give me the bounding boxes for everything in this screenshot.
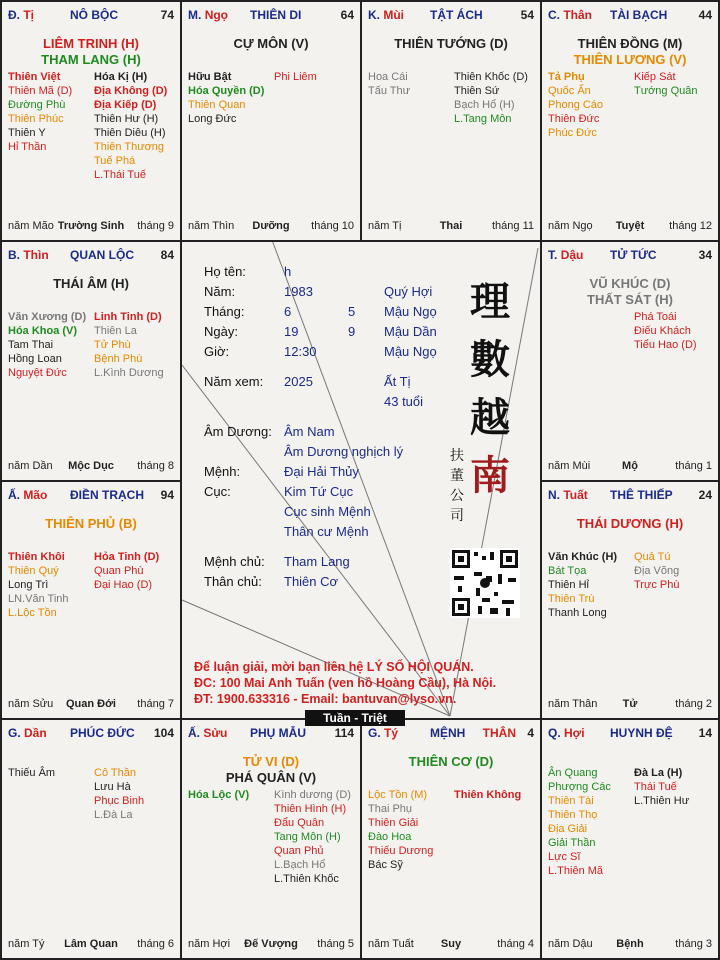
nam-xem-label: Năm xem:: [204, 374, 264, 389]
palace-footer: [548, 698, 712, 712]
major-star: THÁI ÂM (H): [53, 276, 129, 291]
minor-star: Hữu Bật: [188, 71, 232, 83]
minor-star: Thiên Đức: [548, 113, 600, 125]
month-label: tháng 3: [675, 938, 712, 950]
palace-number: 44: [698, 8, 712, 22]
minor-star: Thiên Thương: [94, 141, 165, 153]
palace-number: 104: [153, 726, 174, 740]
thang-am: 5: [348, 304, 356, 319]
major-star: THIÊN CƠ (D): [408, 754, 494, 769]
tuan-triet-badge: Tuần - Triệt: [305, 710, 405, 726]
ho-ten-value: h: [284, 264, 292, 279]
am-duong-value: Âm Nam: [284, 424, 335, 439]
ngay-can-chi: Mậu Dần: [384, 324, 437, 339]
palace-ngo[interactable]: [180, 0, 362, 242]
minor-star: Bạch Hổ (H): [454, 99, 515, 111]
seal-char-2: 董: [450, 468, 464, 484]
minor-stars-right: [634, 70, 698, 98]
minor-stars-right: [454, 788, 521, 802]
minor-stars-left: [548, 550, 617, 620]
month-label: tháng 1: [675, 460, 712, 472]
palace-name: PHỤ MẪU: [250, 726, 306, 740]
minor-star: Hoa Cái: [368, 71, 408, 83]
nam-can-chi: Quý Hợi: [384, 284, 433, 299]
menh-chu-value: Tham Lang: [284, 554, 350, 569]
palace-number: 4: [527, 726, 534, 740]
minor-star: Quan Phủ: [274, 845, 324, 857]
palace-ty[interactable]: [360, 718, 542, 960]
seal-char-3: 公: [450, 488, 464, 504]
palace-header: [188, 726, 354, 742]
minor-star: Thiên Khôi: [8, 551, 65, 563]
palace-footer: [8, 938, 174, 952]
palace-number: 54: [520, 8, 534, 22]
minor-star: Tam Thai: [8, 339, 54, 351]
minor-star: L.Đà La: [94, 809, 133, 821]
major-star: THIÊN TƯỚNG (D): [394, 36, 508, 51]
palace-stem: Đ. Tị: [8, 8, 35, 22]
menh-chu-label: Mệnh chủ:: [204, 554, 265, 569]
palace-header: [548, 488, 712, 504]
minor-star: Đường Phù: [8, 99, 66, 111]
palace-name: QUAN LỘC: [70, 248, 134, 262]
palace-number: 114: [334, 726, 354, 740]
minor-star: Tướng Quân: [634, 85, 698, 97]
palace-header: [188, 8, 354, 24]
minor-star: Hồng Loan: [8, 353, 62, 365]
minor-star: Quốc Ấn: [548, 85, 591, 97]
palace-footer: [188, 938, 354, 952]
month-label: tháng 2: [675, 698, 712, 710]
minor-star: Thiên Quý: [8, 565, 59, 577]
minor-star: Thiên Y: [8, 127, 46, 139]
life-stage: Thai: [439, 220, 463, 232]
minor-star: Tuế Phá: [94, 155, 136, 167]
minor-star: L.Thiên Hư: [634, 795, 690, 807]
month-label: tháng 7: [137, 698, 174, 710]
year-label: năm Tuất: [368, 938, 414, 950]
minor-star: Thiên Khốc (D): [454, 71, 528, 83]
palace-mao[interactable]: [0, 480, 182, 720]
palace-stem: Ấ. Mão: [8, 488, 48, 502]
life-stage: Bệnh: [616, 938, 644, 950]
palace-footer: [368, 938, 534, 952]
palace-name: TỬ TỨC: [610, 248, 657, 262]
palace-number: 64: [340, 8, 354, 22]
minor-star: Hỉ Thần: [8, 141, 47, 153]
minor-star: Tả Phụ: [548, 71, 585, 83]
palace-header: [548, 8, 712, 24]
minor-star: Thiên La: [94, 325, 137, 337]
ngay-am: 9: [348, 324, 356, 339]
minor-stars-right: [454, 70, 528, 126]
minor-star: Thiên Việt: [8, 71, 61, 83]
palace-name: HUYNH ĐỆ: [610, 726, 673, 740]
minor-star: Long Đức: [188, 113, 237, 125]
minor-star: Thiên Hư (H): [94, 113, 159, 125]
minor-star: Thiên Không: [454, 789, 522, 801]
minor-star: Hóa Lộc (V): [188, 789, 250, 801]
major-star: CỰ MÔN (V): [233, 36, 309, 51]
minor-star: L.Bạch Hổ: [274, 859, 326, 871]
minor-star: Địa Không (D): [94, 85, 168, 97]
minor-star: Bát Tọa: [548, 565, 587, 577]
life-stage: Dưỡng: [252, 220, 290, 232]
palace-stem: B. Thìn: [8, 248, 49, 262]
minor-star: Long Trì: [8, 579, 49, 591]
palace-header: [548, 248, 712, 264]
palace-number: 14: [698, 726, 712, 740]
minor-star: Đào Hoa: [368, 831, 412, 843]
minor-star: Ân Quang: [548, 767, 598, 779]
palace-header: [8, 8, 174, 24]
minor-star: Điếu Khách: [634, 325, 691, 337]
minor-star: Thiên Hỉ: [548, 579, 589, 591]
major-star: THAM LANG (H): [41, 52, 141, 67]
month-label: tháng 11: [491, 220, 534, 232]
palace-name: TẬT ÁCH: [430, 8, 483, 22]
month-label: tháng 12: [669, 220, 712, 232]
minor-star: Hóa Quyền (D): [188, 85, 265, 97]
cuc-label: Cục:: [204, 484, 231, 499]
palace-number: 24: [698, 488, 712, 502]
calligraphy-char-2: 數: [470, 336, 510, 383]
minor-stars-right: [634, 550, 679, 592]
minor-star: Văn Xương (D): [8, 311, 87, 323]
than-marker: THÂN: [482, 726, 516, 740]
palace-thin[interactable]: [0, 240, 182, 482]
minor-star: Đại Hao (D): [94, 579, 153, 591]
minor-star: Thiếu Dương: [368, 845, 434, 857]
month-label: tháng 5: [317, 938, 354, 950]
calligraphy-char-4: 南: [470, 452, 510, 499]
minor-star: Thiên Mã (D): [8, 85, 73, 97]
minor-stars-right: [274, 788, 351, 886]
palace-number: 34: [698, 248, 712, 262]
minor-stars-right: [274, 70, 317, 84]
palace-name: ĐIỀN TRẠCH: [70, 488, 144, 502]
minor-star: Hỏa Tinh (D): [94, 551, 160, 563]
minor-star: Lộc Tồn (M): [368, 789, 428, 801]
year-label: năm Thân: [548, 698, 598, 710]
palace-footer: [548, 460, 712, 474]
life-stage: Mộc Dục: [68, 460, 114, 472]
than-chu-label: Thân chủ:: [204, 574, 262, 589]
palace-number: 94: [160, 488, 174, 502]
thang-duong: 6: [284, 304, 292, 319]
minor-star: Thiên Quan: [188, 99, 246, 111]
year-label: năm Mùi: [548, 460, 591, 472]
minor-stars-left: [368, 788, 433, 872]
life-stage: Trường Sinh: [57, 220, 125, 232]
minor-star: Tử Phù: [94, 339, 131, 351]
minor-star: Bệnh Phù: [94, 353, 143, 365]
cuc-value: Kim Tứ Cục: [284, 484, 354, 499]
year-label: năm Dậu: [548, 938, 593, 950]
nam-xem-value: 2025: [284, 374, 313, 389]
minor-star: L.Thiên Mã: [548, 865, 604, 877]
palace-ti[interactable]: [0, 0, 182, 242]
minor-star: L.Thái Tuế: [94, 169, 146, 181]
palace-hoi[interactable]: [540, 718, 720, 960]
center-info-panel: [180, 240, 540, 718]
seal-char-4: 司: [450, 508, 464, 524]
life-stage: Lâm Quan: [64, 938, 118, 950]
month-label: tháng 6: [137, 938, 174, 950]
major-star: THIÊN LƯƠNG (V): [573, 52, 687, 67]
minor-star: Thái Tuế: [634, 781, 677, 793]
minor-star: Thiếu Âm: [8, 767, 56, 779]
minor-star: Thiên Trù: [548, 593, 595, 605]
minor-star: Thiên Phúc: [8, 113, 64, 125]
minor-star: Bác Sỹ: [368, 859, 403, 871]
minor-star: Quả Tú: [634, 551, 671, 563]
contact-address: ĐC: 100 Mai Anh Tuấn (ven hồ Hoàng Cầu), Hà Nội.: [194, 676, 497, 690]
palace-footer: [548, 220, 712, 234]
month-label: tháng 8: [137, 460, 174, 472]
palace-stem: N. Tuất: [548, 488, 588, 502]
minor-stars-left: [8, 550, 69, 620]
year-label: năm Tị: [368, 220, 402, 232]
minor-star: Văn Khúc (H): [548, 551, 618, 563]
major-star: THẤT SÁT (H): [587, 292, 673, 307]
palace-header: [8, 488, 174, 504]
palace-stem: T. Dậu: [548, 248, 584, 262]
palace-stem: Ấ. Sửu: [188, 726, 228, 740]
gio-can-chi: Mậu Ngọ: [384, 344, 437, 359]
minor-star: Thiên Tài: [548, 795, 594, 807]
nam-label: Năm:: [204, 284, 236, 299]
year-label: năm Tý: [8, 938, 45, 950]
palace-number: 84: [160, 248, 174, 262]
palace-stem: Q. Hợi: [548, 726, 585, 740]
palace-footer: [8, 220, 174, 234]
minor-stars-right: [634, 310, 697, 352]
contact-phone-email[interactable]: ĐT: 1900.633316 - Email: bantuvan@lyso.vn.: [194, 692, 457, 706]
seal-char-1: 扶: [450, 448, 464, 464]
minor-star: Cô Thần: [94, 767, 136, 779]
palace-footer: [548, 938, 712, 952]
palace-footer: [368, 220, 534, 234]
life-stage: Đế Vượng: [244, 938, 298, 950]
palace-stem: M. Ngọ: [188, 8, 229, 22]
minor-star: Phong Cáo: [548, 99, 604, 111]
minor-star: Thai Phụ: [368, 803, 413, 815]
year-label: năm Mão: [8, 220, 54, 232]
month-label: tháng 10: [311, 220, 354, 232]
minor-star: Phúc Đức: [548, 127, 597, 139]
nam-xem-can-chi: Ất Tị: [384, 374, 411, 389]
minor-star: LN.Văn Tinh: [8, 593, 69, 605]
month-label: tháng 4: [497, 938, 534, 950]
palace-header: [368, 8, 534, 24]
palace-suu[interactable]: [180, 718, 362, 960]
minor-star: Tấu Thư: [368, 85, 411, 97]
minor-stars-right: [94, 70, 167, 182]
ngay-duong: 19: [284, 324, 299, 339]
ngay-label: Ngày:: [204, 324, 238, 339]
minor-star: Tiểu Hao (D): [634, 339, 697, 351]
minor-star: Thiên Hình (H): [274, 803, 347, 815]
minor-stars-left: [8, 310, 86, 380]
minor-star: Thiên Sứ: [454, 85, 500, 97]
year-label: năm Dần: [8, 460, 53, 472]
palace-dan[interactable]: [0, 718, 182, 960]
life-stage: Quan Đới: [66, 698, 116, 710]
minor-star: L.Thiên Khốc: [274, 873, 339, 885]
year-label: năm Ngọ: [548, 220, 593, 232]
minor-star: Địa Giải: [548, 823, 588, 835]
palace-name: NÔ BỘC: [70, 8, 118, 22]
minor-stars-right: [634, 766, 689, 808]
minor-star: Hóa Kị (H): [94, 71, 148, 83]
palace-stem: C. Thân: [548, 8, 593, 22]
palace-mui[interactable]: [360, 0, 542, 242]
life-stage: Suy: [440, 938, 462, 950]
minor-stars-right: [94, 310, 164, 380]
minor-stars-right: [94, 550, 159, 592]
palace-header: [548, 726, 712, 742]
menh-value: Đại Hải Thủy: [284, 464, 359, 479]
minor-star: Quan Phù: [94, 565, 144, 577]
calligraphy-char-1: 理: [470, 278, 510, 325]
minor-star: Phá Toái: [634, 311, 677, 323]
minor-star: Địa Võng: [634, 565, 680, 577]
major-star: TỬ VI (D): [242, 754, 300, 769]
minor-star: Thanh Long: [548, 607, 607, 619]
minor-star: Trực Phù: [634, 579, 680, 591]
palace-number: 74: [160, 8, 174, 22]
minor-stars-right: [94, 766, 144, 822]
gio-value: 12:30: [284, 344, 317, 359]
minor-star: Kiếp Sát: [634, 71, 676, 83]
cuc-note-2: Thân cư Mệnh: [284, 524, 369, 539]
gio-label: Giờ:: [204, 344, 230, 359]
major-star: LIÊM TRINH (H): [42, 36, 140, 51]
minor-stars-left: [8, 70, 72, 154]
palace-footer: [8, 460, 174, 474]
ho-ten-label: Họ tên:: [204, 264, 246, 279]
major-star: PHÁ QUÂN (V): [225, 770, 317, 785]
palace-header: [368, 726, 534, 742]
life-stage: Tuyệt: [615, 220, 645, 232]
palace-dau[interactable]: [540, 240, 720, 482]
palace-name: TÀI BẠCH: [610, 8, 668, 22]
minor-star: Đẩu Quân: [274, 817, 325, 829]
minor-star: Nguyệt Đức: [8, 367, 67, 379]
minor-star: Tang Môn (H): [274, 831, 341, 843]
minor-stars-left: [188, 788, 249, 802]
palace-name: MỆNH: [430, 726, 466, 740]
am-duong-label: Âm Dương:: [204, 424, 272, 439]
palace-stem: K. Mùi: [368, 8, 405, 22]
palace-stem: G. Tý: [368, 726, 399, 740]
year-label: năm Hợi: [188, 938, 231, 950]
minor-stars-left: [188, 70, 264, 126]
palace-name: THIÊN DI: [250, 8, 302, 22]
minor-star: Địa Kiếp (D): [94, 99, 157, 111]
minor-star: Lưu Hà: [94, 781, 131, 793]
tuoi-value: 43 tuổi: [384, 394, 424, 409]
minor-star: Lực Sĩ: [548, 851, 581, 863]
calligraphy-char-3: 越: [470, 394, 510, 441]
minor-star: Phục Binh: [94, 795, 145, 807]
minor-star: L.Tang Môn: [454, 113, 512, 125]
minor-star: Thiên Diêu (H): [94, 127, 166, 139]
minor-star: Thiên Thọ: [548, 809, 598, 821]
minor-stars-left: [548, 766, 611, 878]
palace-tuat[interactable]: [540, 480, 720, 720]
major-star: THÁI DƯƠNG (H): [576, 516, 684, 531]
palace-header: [8, 726, 174, 742]
minor-star: L.Lộc Tồn: [8, 607, 57, 619]
palace-footer: [188, 220, 354, 234]
major-star: VŨ KHÚC (D): [589, 276, 671, 291]
palace-than[interactable]: [540, 0, 720, 242]
palace-name: PHÚC ĐỨC: [70, 726, 135, 740]
nam-value: 1983: [284, 284, 313, 299]
am-duong-note: Âm Dương nghịch lý: [284, 444, 404, 459]
minor-star: Thiên Giải: [368, 817, 419, 829]
palace-stem: G. Dần: [8, 726, 47, 740]
menh-label: Mệnh:: [204, 464, 241, 479]
minor-star: Linh Tinh (D): [94, 311, 162, 323]
minor-stars-left: [548, 70, 603, 140]
thang-label: Tháng:: [204, 304, 245, 319]
month-label: tháng 9: [137, 220, 174, 232]
year-label: năm Thìn: [188, 220, 235, 232]
minor-star: Giải Thần: [548, 837, 596, 849]
thang-can-chi: Mậu Ngọ: [384, 304, 437, 319]
palace-name: THÊ THIẾP: [610, 488, 673, 502]
minor-star: Hóa Khoa (V): [8, 325, 78, 337]
palace-header: [8, 248, 174, 264]
major-star: THIÊN PHỦ (B): [45, 516, 137, 531]
minor-star: Đà La (H): [634, 767, 683, 779]
cuc-note-1: Cục sinh Mệnh: [284, 504, 371, 519]
major-star: THIÊN ĐỒNG (M): [577, 36, 683, 51]
than-chu-value: Thiên Cơ: [284, 574, 339, 589]
year-label: năm Sửu: [8, 698, 54, 710]
minor-star: Phượng Các: [548, 781, 611, 793]
life-stage: Tử: [622, 698, 638, 710]
minor-star: Phi Liêm: [274, 71, 317, 83]
minor-stars-left: [368, 70, 410, 98]
contact-line-1: Để luận giải, mời bạn liên hệ LÝ SỐ HỘI QUÁN.: [194, 660, 474, 674]
minor-star: L.Kình Dương: [94, 367, 164, 379]
life-stage: Mộ: [622, 460, 638, 472]
qr-code-icon[interactable]: [450, 548, 520, 618]
minor-star: Kình dương (D): [274, 789, 351, 801]
palace-footer: [8, 698, 174, 712]
minor-stars-left: [8, 766, 55, 780]
